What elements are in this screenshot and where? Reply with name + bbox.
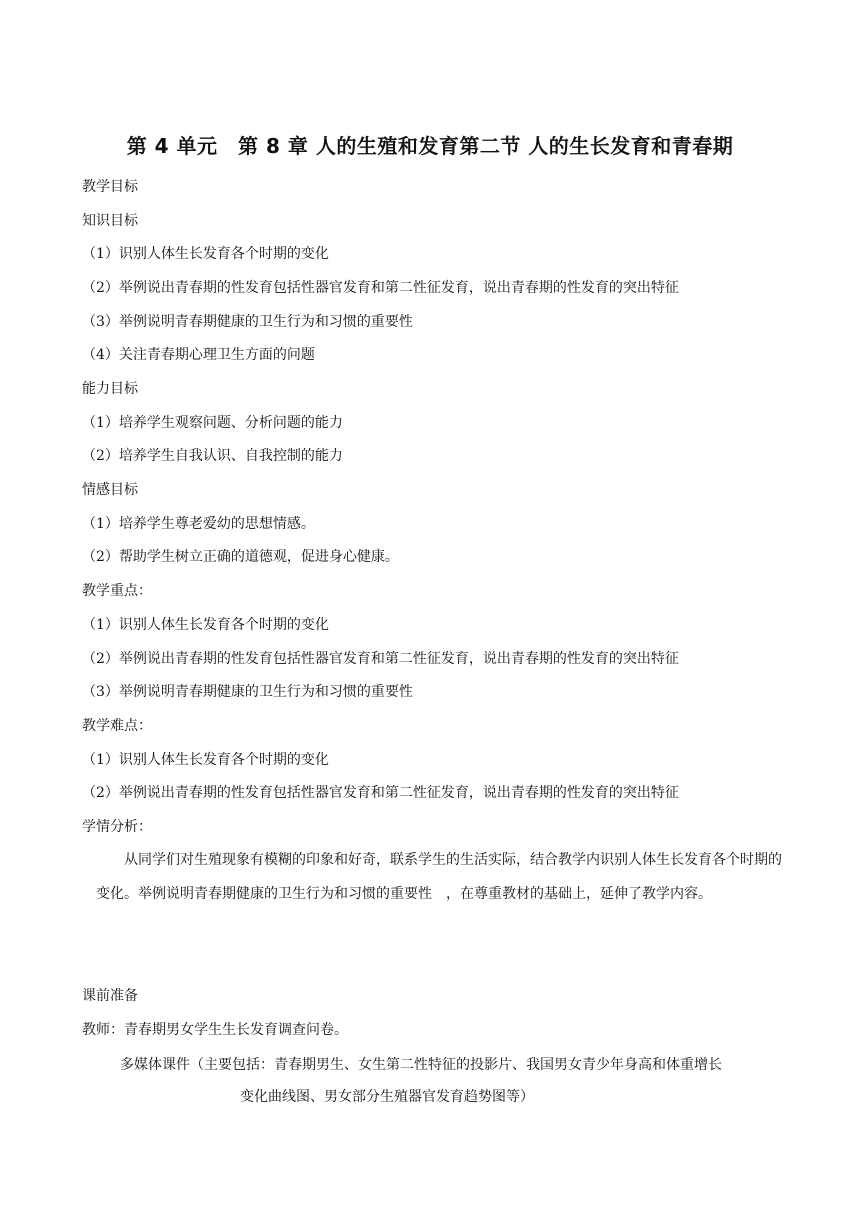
key-point-3: （3）举例说明青春期健康的卫生行为和习惯的重要性 bbox=[82, 684, 413, 700]
key-point-1: （1）识别人体生长发育各个时期的变化 bbox=[82, 617, 329, 633]
multimedia-prep-line-1: 多媒体课件（主要包括：青春期男生、女生第二性特征的投影片、我国男女青少年身高和体重增长 bbox=[120, 1057, 722, 1073]
heading-ability-goals: 能力目标 bbox=[82, 381, 138, 397]
ability-goal-1: （1）培养学生观察问题、分析问题的能力 bbox=[82, 415, 343, 431]
difficult-point-2: （2）举例说出青春期的性发育包括性器官发育和第二性征发育，说出青春期的性发育的突出特征 bbox=[82, 785, 679, 801]
key-point-2: （2）举例说出青春期的性发育包括性器官发育和第二性征发育，说出青春期的性发育的突出特征 bbox=[82, 651, 679, 667]
heading-teaching-goals: 教学目标 bbox=[82, 179, 138, 195]
teacher-prep-line: 教师：青春期男女学生生长发育调查问卷。 bbox=[82, 1022, 348, 1038]
difficult-point-1: （1）识别人体生长发育各个时期的变化 bbox=[82, 752, 329, 768]
page-title: 第 4 单元 第 8 章 人的生殖和发育第二节 人的生长发育和青春期 bbox=[126, 134, 734, 158]
emotion-goal-2: （2）帮助学生树立正确的道德观，促进身心健康。 bbox=[82, 549, 399, 565]
heading-difficult-points: 教学难点： bbox=[82, 718, 152, 734]
knowledge-goal-2: （2）举例说出青春期的性发育包括性器官发育和第二性征发育，说出青春期的性发育的突出特征 bbox=[82, 280, 679, 296]
knowledge-goal-4: （4）关注青春期心理卫生方面的问题 bbox=[82, 347, 315, 363]
knowledge-goal-3: （3）举例说明青春期健康的卫生行为和习惯的重要性 bbox=[82, 314, 413, 330]
ability-goal-2: （2）培养学生自我认识、自我控制的能力 bbox=[82, 448, 343, 464]
heading-preparation: 课前准备 bbox=[82, 988, 138, 1004]
heading-knowledge-goals: 知识目标 bbox=[82, 213, 138, 229]
knowledge-goal-1: （1）识别人体生长发育各个时期的变化 bbox=[82, 246, 329, 262]
heading-emotion-goals: 情感目标 bbox=[82, 482, 138, 498]
heading-student-analysis: 学情分析： bbox=[82, 819, 152, 835]
heading-key-points: 教学重点： bbox=[82, 583, 152, 599]
student-analysis-paragraph: 从同学们对生殖现象有模糊的印象和好奇，联系学生的生活实际，结合教学内识别人体生长发育各个时期的变化。举例说明青春期健康的卫生行为和习惯的重要性 ，在尊重教材的基础上，延伸了教学内容。 bbox=[96, 852, 782, 902]
multimedia-prep-line-2: 变化曲线图、男女部分生殖器官发育趋势图等） bbox=[240, 1089, 534, 1105]
emotion-goal-1: （1）培养学生尊老爱幼的思想情感。 bbox=[82, 516, 315, 532]
